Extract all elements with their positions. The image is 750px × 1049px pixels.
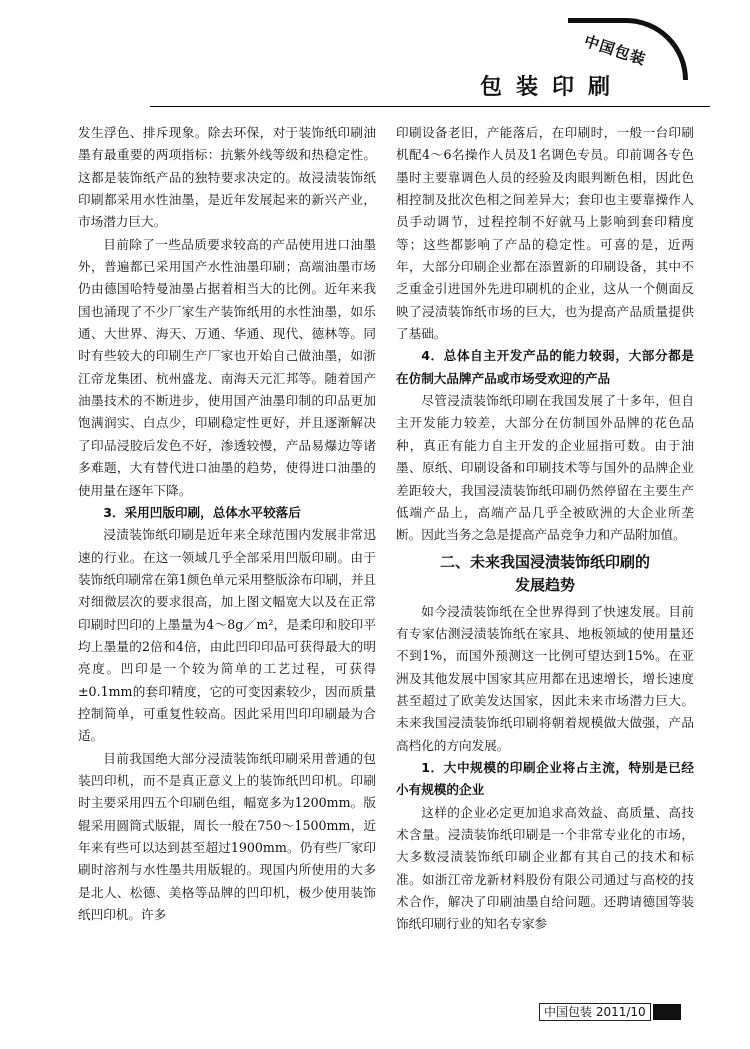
paragraph: 印刷设备老旧，产能落后，在印刷时，一般一台印刷机配4～6名操作人员及1名调色专员。印前调各专色墨时主要靠调色人员的经验及肉眼判断色相，因此色相控制及批次色相之间差异大；套印也主要靠操作人员手动调节，过程控制不好就马上影响到套印精度等；这些都影响了产品的稳定性。可喜的是，近两年，大部分印刷企业都在添置新的印刷设备，其中不乏重金引进国外先进印刷机的企业，这从一个侧面反映了浸渍装饰纸市场的巨大，也为提高产品质量提供了基础。 (396, 125, 694, 342)
subsection-heading: 3．采用凹版印刷，总体水平较落后 (103, 504, 301, 520)
paragraph: 发生浮色、排斥现象。除去环保，对于装饰纸印刷油墨有最重要的两项指标：抗紫外线等级和热稳定性。这都是装饰纸产品的独特要求决定的。故浸渍装饰纸印刷都采用水性油墨，是近年发展起来的新兴产业，市场潜力巨大。 (78, 125, 376, 230)
page-number-block (653, 1004, 681, 1020)
paragraph: 这样的企业必定更加追求高效益、高质量、高技术含量。浸渍装饰纸印刷是一个非常专业化的市场，大多数浸渍装饰纸印刷企业都有其自己的技术和标准。如浙江帝龙新材料股份有限公司通过与高校的技术合作，解决了印刷油墨自给问题。还聘请德国等装饰纸印刷行业的知名专家参 (396, 804, 694, 932)
paragraph: 浸渍装饰纸印刷是近年来全球范围内发展非常迅速的行业。在这一领域几乎全部采用凹版印刷。由于装饰纸印刷常在第1颜色单元采用整版涂布印刷，并且对细微层次的要求很高，加上图文幅宽大以及在正常印刷时凹印的上墨量为4～8g／m²，是柔印和胶印平均上墨量的2倍和4倍，由此凹印印品可获得最大的明亮度。凹印是一个较为简单的工艺过程，可获得±0.1mm的套印精度，它的可变因素较少，因而质量控制简单，可重复性较高。因此采用凹印印刷最为合适。 (78, 527, 376, 744)
paragraph: 目前我国绝大部分浸渍装饰纸印刷采用普通的包装凹印机，而不是真正意义上的装饰纸凹印机。印刷时主要采用四五个印刷色组，幅宽多为1200mm。版辊采用圆筒式版辊，周长一般在750～1500mm，近年来有些可以达到甚至超过1900mm。仍有些厂家印刷时溶剂与水性墨共用版辊的。现国内所使用的大多是北人、松德、美格等品牌的凹印机，极少使用装饰纸凹印机。许多 (78, 750, 376, 923)
subsection-heading: 4．总体自主开发产品的能力较弱，大部分都是在仿制大品牌产品或市场受欢迎的产品 (396, 348, 694, 386)
section-title: 包装印刷 (480, 74, 625, 100)
header-rule (150, 106, 710, 107)
journal-emblem-text: 中国包装 (581, 31, 649, 69)
section-heading-line2: 发展趋势 (514, 575, 575, 594)
section-heading-line1: 二、未来我国浸渍装饰纸印刷的 (439, 552, 650, 571)
section-heading (396, 547, 694, 601)
paragraph: 如今浸渍装饰纸在全世界得到了快速发展。目前有专家估测浸渍装饰纸在家具、地板领域的使用量还不到1%，而国外预测这一比例可望达到15%。在亚洲及其他发展中国家其应用都在迅速增长，增长速度甚至超过了欧美发达国家，因此未来市场潜力巨大。未来我国浸渍装饰纸印刷将朝着规模做大做强，产品高档化的方向发展。 (396, 603, 694, 753)
page-footer (539, 1003, 681, 1021)
paragraph: 尽管浸渍装饰纸印刷在我国发展了十多年，但自主开发能力较差，大部分在仿制国外品牌的花色品种，真正有能力自主开发的企业屈指可数。由于油墨、原纸、印刷设备和印刷技术等与国外的品牌企业差距较大，我国浸渍装饰纸印刷仍然停留在主要生产低端产品上，高端产品几乎全被欧洲的大企业所垄断。因此当务之急是提高产品竞争力和产品附加值。 (396, 393, 694, 543)
subsection-heading: 1．大中规模的印刷企业将占主流，特别是已经小有规模的企业 (396, 759, 694, 798)
paragraph: 目前除了一些品质要求较高的产品使用进口油墨外，普遍都已采用国产水性油墨印刷；高端油墨市场仍由德国哈特曼油墨占据着相当大的比例。近年来我国也涌现了不少厂家生产装饰纸用的水性油墨，如乐通、大世界、海天、万通、华通、现代、德林等。同时有些较大的印刷生产厂家也开始自己做油墨，如浙江帝龙集团、杭州盛龙、南海天元汇邦等。随着国产油墨技术的不断进步，使用国产油墨印制的印品更加饱满润实、白点少，印刷稳定性更好，并且逐渐解决了印品浸胶后发色不好，渗透较慢，产品易爆边等诸多难题，大有替代进口油墨的趋势，使得进口油墨的使用量在逐年下降。 (78, 236, 376, 498)
journal-issue: 中国包装 2011/10 (539, 1003, 651, 1021)
right-column (396, 122, 694, 936)
left-column (78, 122, 376, 926)
